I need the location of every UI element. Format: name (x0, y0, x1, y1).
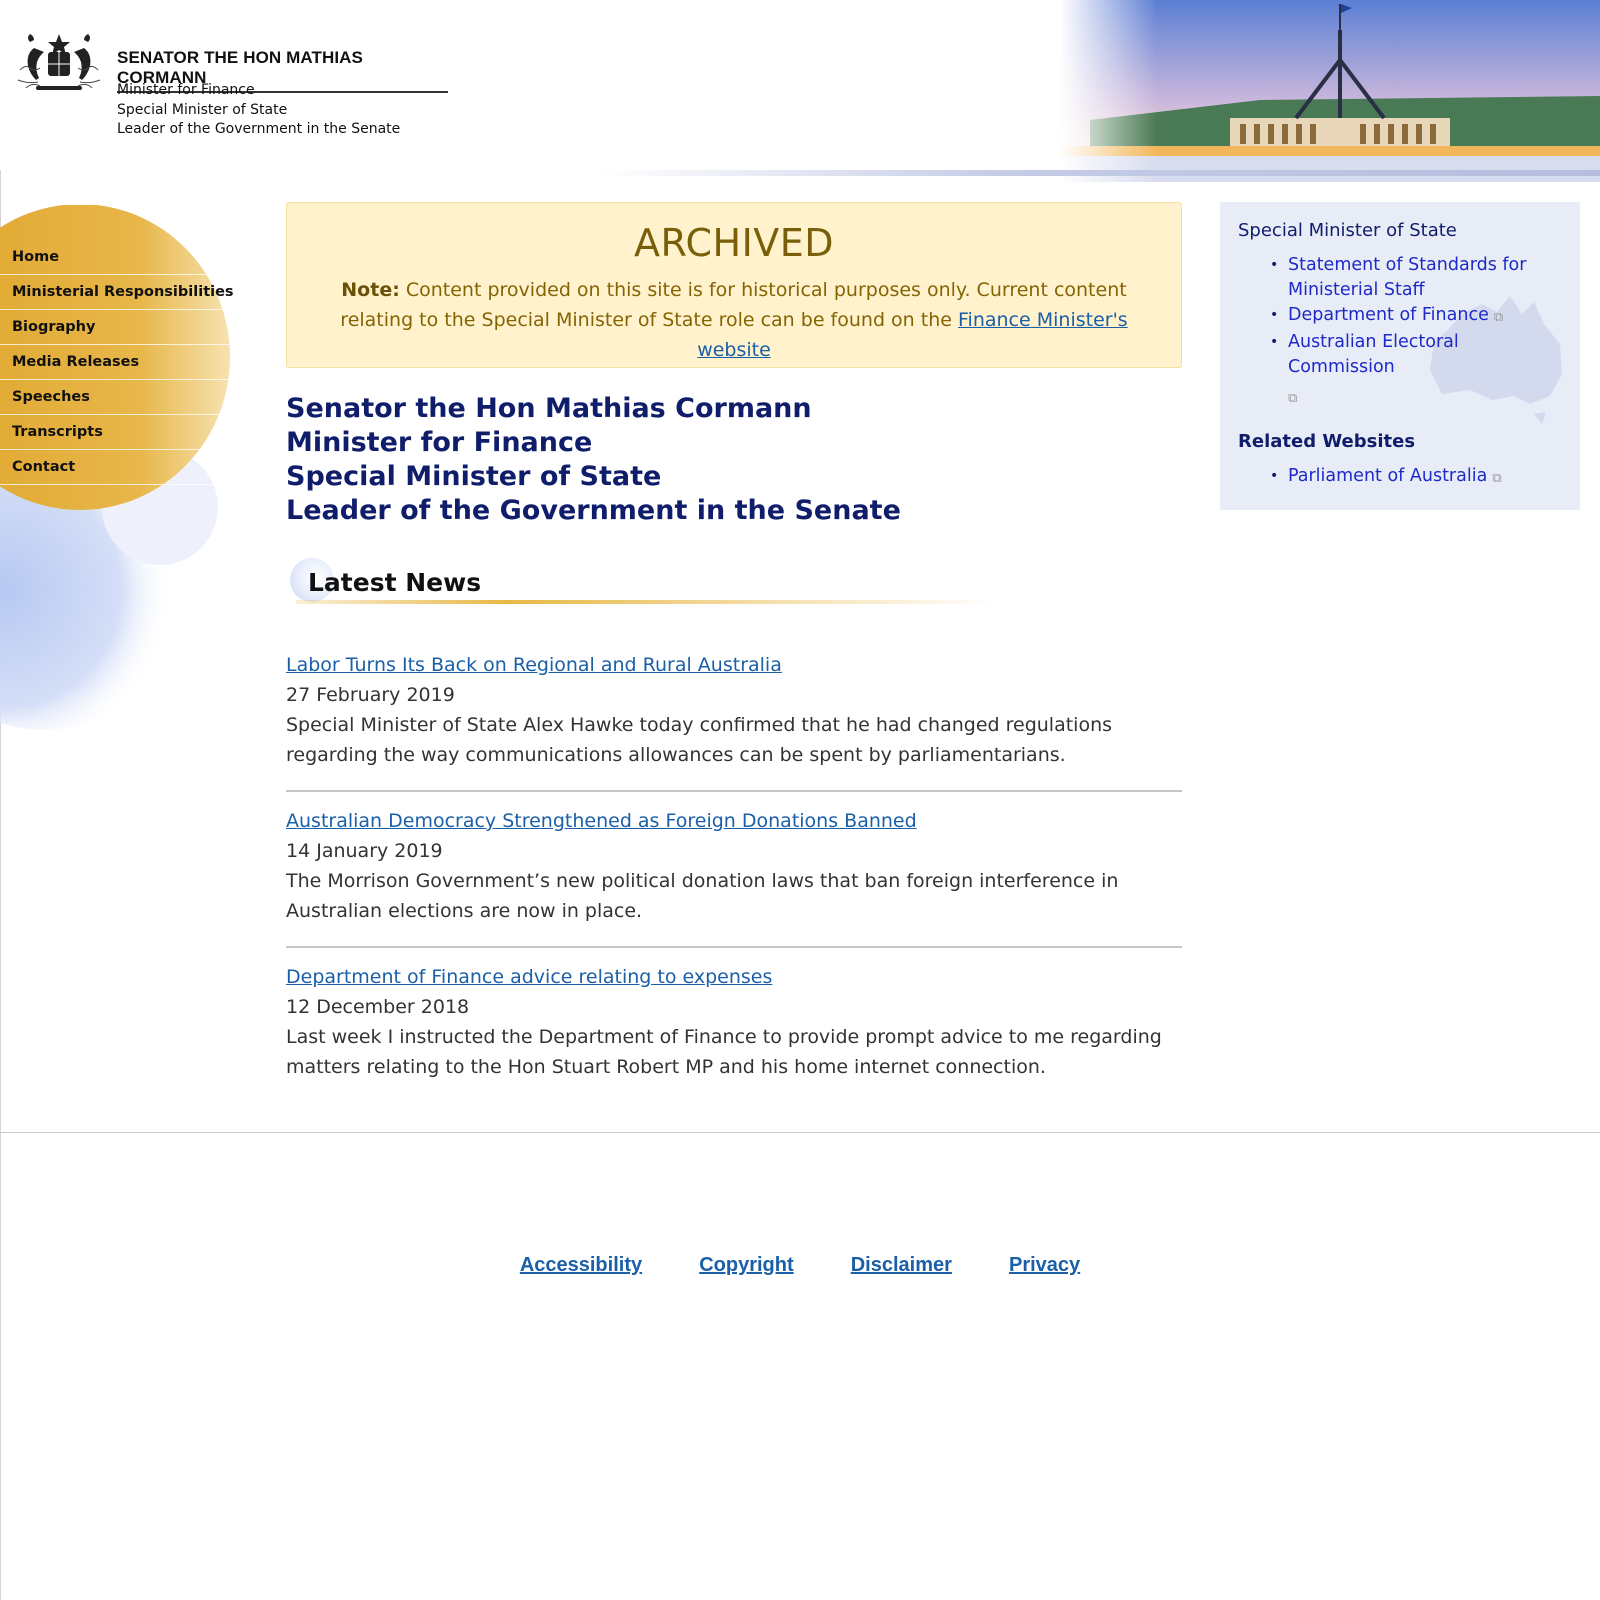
nav-ministerial-responsibilities[interactable]: Ministerial Responsibilities (0, 275, 240, 310)
finance-minister-website-link[interactable]: Finance Minister's website (697, 309, 1128, 361)
news-item-link[interactable]: Department of Finance advice relating to expenses (286, 966, 773, 988)
nav-contact[interactable]: Contact (0, 450, 240, 485)
site-role-special-minister: Special Minister of State (117, 102, 288, 118)
news-item-summary: The Morrison Government’s new political donation laws that ban foreign interference in Australian elections are now in place. (286, 870, 1119, 922)
footer-divider (0, 1132, 1600, 1133)
australian-electoral-commission-link[interactable]: Australian Electoral Commission (1288, 332, 1459, 377)
related-links (1238, 464, 1562, 491)
footer-accessibility-link[interactable]: Accessibility (519, 1254, 643, 1276)
archived-title: ARCHIVED (633, 221, 835, 265)
coat-of-arms-icon (14, 30, 104, 100)
site-role-leader: Leader of the Government in the Senate (117, 121, 401, 137)
nav-media-releases[interactable]: Media Releases (0, 345, 240, 380)
related-websites-title: Related Websites (1238, 431, 1416, 452)
external-link-icon: ⧉ (1492, 471, 1502, 486)
page-title-line: Leader of the Government in the Senate (286, 495, 901, 526)
latest-news-title: Latest News (308, 568, 482, 597)
news-item-link[interactable]: Labor Turns Its Back on Regional and Rural Australia (286, 654, 782, 676)
list-item (1270, 253, 1562, 303)
news-item-summary: Special Minister of State Alex Hawke today confirmed that he had changed regulations regarding the way communications allowances can be spent by parliamentarians. (286, 714, 1113, 766)
main-nav (0, 240, 240, 485)
list-item (1270, 464, 1562, 491)
news-item-date: 12 December 2018 (286, 996, 470, 1018)
bullet-icon: • (1270, 257, 1279, 273)
news-item (286, 962, 1182, 1102)
news-item-link[interactable]: Australian Democracy Strengthened as Foreign Donations Banned (286, 810, 917, 832)
archived-note-text: Content provided on this site is for historical purposes only. Current content relating to the Special Minister of State role can be found on the (340, 279, 1127, 331)
sidebar-links (1238, 253, 1562, 411)
list-item (1270, 330, 1562, 411)
site-title: SENATOR THE HON MATHIAS CORMANN (117, 48, 448, 93)
department-of-finance-link[interactable]: Department of Finance (1288, 305, 1489, 325)
main-content (286, 202, 1182, 1116)
bullet-icon: • (1270, 468, 1279, 484)
archived-note (317, 275, 1151, 365)
footer-copyright-link[interactable]: Copyright (699, 1254, 794, 1276)
page-title-line: Special Minister of State (286, 461, 662, 492)
bullet-icon: • (1270, 334, 1279, 350)
sidebar-section-title: Special Minister of State (1238, 220, 1457, 241)
parliament-house-banner (1060, 0, 1600, 182)
site-footer (0, 1254, 1600, 1277)
nav-biography[interactable]: Biography (0, 310, 240, 345)
header-divider (600, 170, 1600, 176)
page-title (286, 392, 1182, 528)
archived-notice (286, 202, 1182, 368)
latest-news-header (286, 558, 1182, 618)
news-item (286, 650, 1182, 792)
archived-note-label: Note: (341, 279, 400, 301)
page-title-line: Minister for Finance (286, 427, 593, 458)
nav-speeches[interactable]: Speeches (0, 380, 240, 415)
statement-of-standards-link[interactable]: Statement of Standards for Ministerial Staff (1288, 255, 1527, 300)
news-item (286, 806, 1182, 948)
list-item (1270, 303, 1562, 330)
news-item-summary: Last week I instructed the Department of Finance to provide prompt advice to me regarding matters relating to the Hon Stuart Robert MP and his home internet connection. (286, 1026, 1162, 1078)
nav-transcripts[interactable]: Transcripts (0, 415, 240, 450)
external-link-icon: ⧉ (1288, 391, 1298, 406)
external-link-icon: ⧉ (1493, 310, 1504, 325)
page-title-line: Senator the Hon Mathias Cormann (286, 393, 812, 424)
site-header (0, 0, 1600, 182)
footer-privacy-link[interactable]: Privacy (1009, 1254, 1081, 1276)
nav-home[interactable]: Home (0, 240, 240, 275)
bullet-icon: • (1270, 307, 1279, 323)
latest-news-underline (296, 600, 996, 604)
site-role-finance: Minister for Finance (117, 82, 255, 98)
news-item-date: 14 January 2019 (286, 840, 443, 862)
news-item-date: 27 February 2019 (286, 684, 455, 706)
sidebar (1220, 202, 1580, 510)
footer-disclaimer-link[interactable]: Disclaimer (850, 1254, 952, 1276)
parliament-of-australia-link[interactable]: Parliament of Australia (1288, 466, 1488, 486)
news-list (286, 650, 1182, 1102)
